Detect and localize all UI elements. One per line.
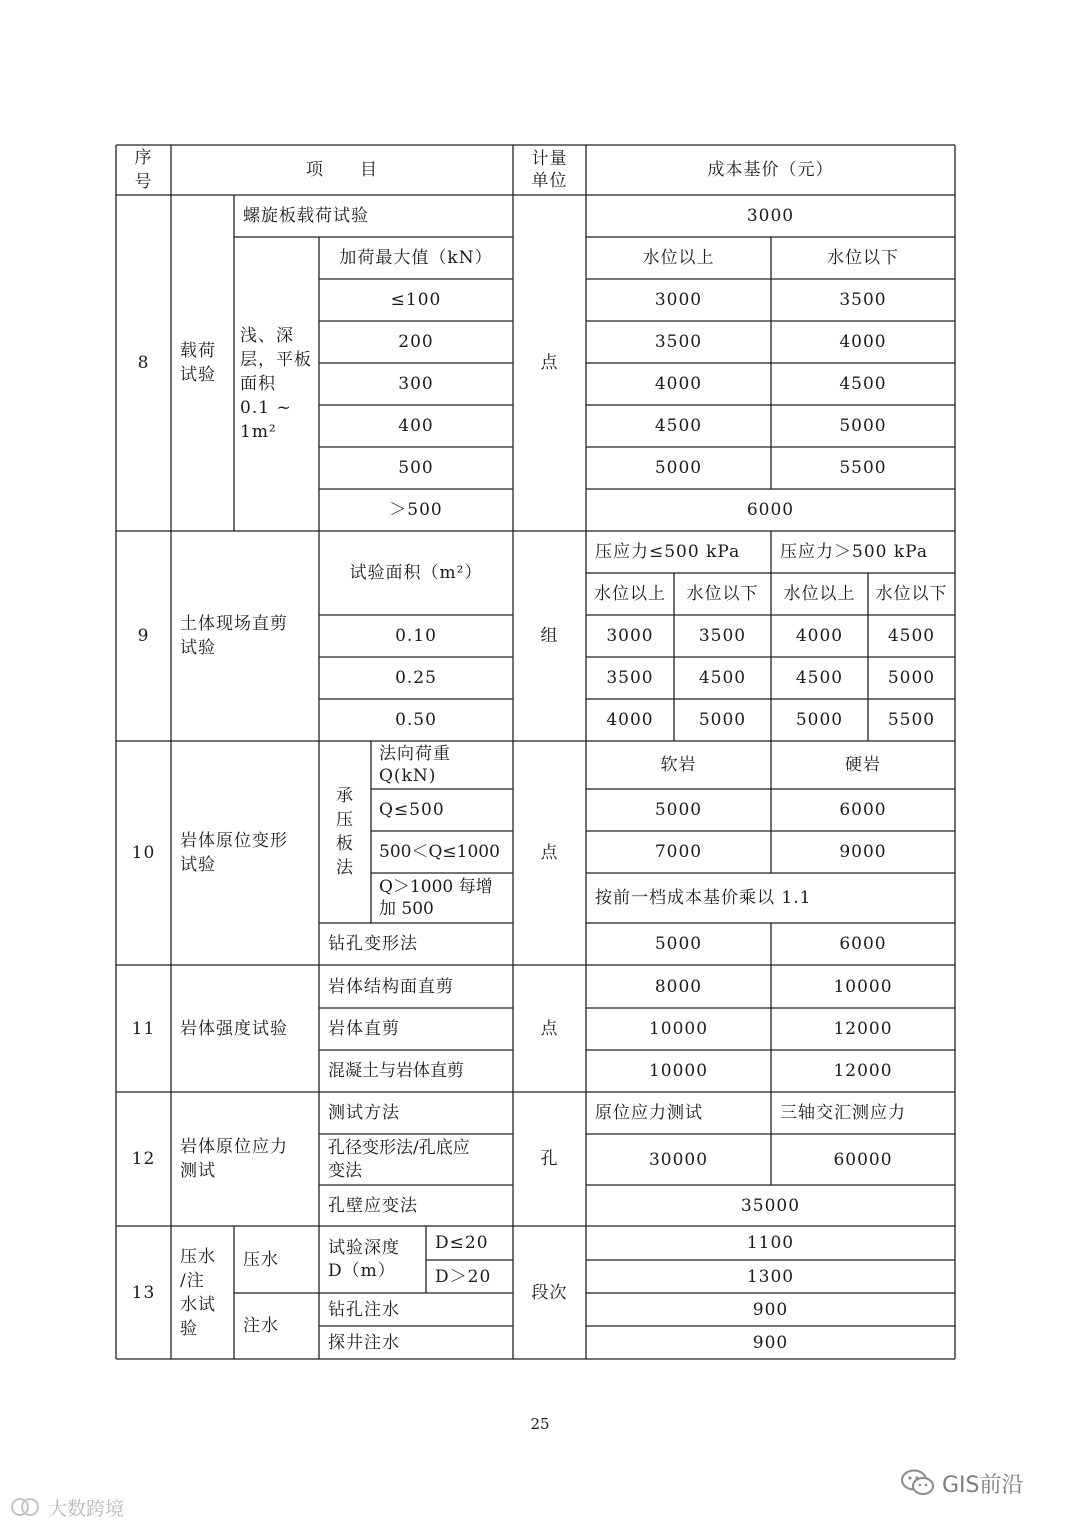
row9-price: 4000 (795, 626, 844, 646)
row11-price-a: 8000 (654, 976, 703, 997)
row8-below-price: 5500 (839, 458, 887, 478)
row9-price: 3500 (606, 668, 654, 688)
row8-above-price: 5000 (654, 458, 703, 478)
row10-soft-header: 软岩 (660, 755, 697, 775)
row10-soft-price: 7000 (654, 842, 703, 862)
row12-number: 12 (131, 1149, 156, 1169)
row10-hard-price: 6000 (839, 800, 887, 820)
row10-unit: 点 (540, 843, 559, 863)
row11-unit: 点 (540, 1018, 559, 1039)
header-seq: 序 号 (134, 148, 153, 192)
row12-name: 岩体原位应力 测试 (180, 1137, 288, 1181)
row9-price: 3000 (606, 626, 654, 646)
row11-price-b: 12000 (833, 1019, 893, 1039)
row13-d2-price: 1300 (746, 1266, 795, 1287)
row13-name: 压水 /注 水试 验 (180, 1246, 216, 1339)
row11-price-b: 12000 (833, 1061, 893, 1081)
row8-over-price: 6000 (746, 500, 795, 520)
row9-above-header: 水位以上 (783, 584, 856, 604)
row10-drill-soft: 5000 (654, 934, 703, 954)
row10-q-range: Q≤500 (379, 800, 445, 820)
row9-below-header: 水位以下 (875, 584, 948, 604)
row8-sub-condition: 浅、深 层，平板 面积 0.1 ~ 1m² (240, 326, 312, 442)
row8-below-price: 4000 (839, 332, 887, 352)
row9-price: 3500 (698, 626, 747, 646)
row8-load-header: 加荷最大值（kN） (339, 248, 493, 268)
row13-inject-label: 注水 (243, 1316, 279, 1336)
row11-label: 混凝土与岩体直剪 (328, 1061, 464, 1081)
row12-col1-header: 原位应力测试 (595, 1103, 703, 1123)
row8-above-price: 3000 (654, 290, 703, 310)
row9-unit: 组 (540, 626, 559, 646)
row8-below-price: 5000 (839, 416, 887, 436)
row10-name: 岩体原位变形 试验 (180, 831, 288, 875)
row8-over-label: ＞500 (389, 500, 443, 520)
row9-below-header: 水位以下 (686, 584, 759, 604)
row8-load: 400 (398, 416, 434, 436)
row8-above-price: 3500 (654, 332, 703, 352)
row9-price: 4500 (698, 668, 747, 688)
brand-logo-icon (8, 1495, 42, 1519)
row10-q-range: 500＜Q≤1000 (379, 842, 500, 862)
row8-above-header: 水位以上 (642, 248, 715, 268)
row10-q-over-note: 按前一档成本基价乘以 1.1 (595, 888, 812, 908)
row10-q-header: 法向荷重 Q(kN) (379, 744, 451, 786)
row9-price: 5500 (887, 710, 936, 730)
row8-below-price: 4500 (839, 374, 887, 394)
row8-load: 200 (398, 332, 434, 352)
row9-area: 0.50 (395, 710, 437, 730)
row13-d2-label: D＞20 (435, 1266, 492, 1287)
row13-unit: 段次 (531, 1282, 568, 1303)
row8-spiral-price: 3000 (746, 206, 795, 226)
row9-area: 0.25 (395, 668, 437, 688)
header-price: 成本基价（元） (707, 160, 834, 180)
row11-price-a: 10000 (648, 1061, 709, 1081)
row8-name: 载荷 试验 (180, 341, 216, 385)
row11-price-b: 10000 (833, 976, 893, 997)
row9-area: 0.10 (395, 626, 437, 646)
page-number: 25 (530, 1415, 550, 1433)
row10-hard-header: 硬岩 (845, 755, 881, 775)
row12-unit: 孔 (540, 1149, 559, 1169)
row13-number: 13 (131, 1282, 156, 1303)
row13-press-label: 压水 (243, 1249, 279, 1270)
row10-q-over: Q＞1000 每增 加 500 (379, 877, 493, 919)
row12-row1-label: 孔径变形法/孔底应 变法 (328, 1137, 470, 1181)
row9-name: 土体现场直剪 试验 (180, 614, 288, 658)
row8-load: 500 (398, 458, 434, 478)
row9-price: 5000 (887, 668, 936, 688)
header-item: 项 目 (306, 160, 378, 180)
row8-spiral-label: 螺旋板载荷试验 (243, 206, 369, 226)
row9-price: 4500 (795, 668, 844, 688)
row9-pressure-high: 压应力＞500 kPa (780, 542, 928, 562)
row13-i1-price: 900 (752, 1299, 789, 1320)
row12-method-label: 测试方法 (328, 1103, 400, 1123)
row8-above-price: 4000 (654, 374, 703, 394)
row9-number: 9 (137, 626, 150, 646)
row8-load: ≤100 (390, 290, 442, 310)
row13-i2-label: 探井注水 (328, 1332, 400, 1353)
row10-method: 承 压 板 法 (336, 786, 354, 878)
row11-number: 11 (131, 1018, 156, 1039)
row8-number: 8 (137, 353, 150, 373)
row10-soft-price: 5000 (654, 800, 703, 820)
row10-number: 10 (131, 843, 156, 863)
row9-area-header: 试验面积（m²） (349, 563, 483, 583)
row8-unit: 点 (540, 353, 559, 373)
row12-row1-price-b: 60000 (833, 1149, 893, 1170)
row8-below-price: 3500 (839, 290, 887, 310)
row12-row1-price-a: 30000 (648, 1149, 709, 1170)
row10-drill-hard: 6000 (839, 934, 887, 954)
row8-above-price: 4500 (654, 416, 703, 436)
row10-drill-label: 钻孔变形法 (328, 934, 418, 954)
watermark-brand-text: 大数跨境 (48, 1497, 125, 1520)
row13-i1-label: 钻孔注水 (328, 1299, 400, 1320)
row12-col2-header: 三轴交汇测应力 (780, 1103, 906, 1123)
row11-price-a: 10000 (648, 1019, 709, 1039)
wechat-icon (900, 1468, 936, 1498)
row9-price: 5000 (698, 710, 747, 730)
row9-above-header: 水位以上 (594, 584, 666, 604)
row13-depth-label: 试验深度 D（m） (328, 1237, 400, 1281)
row9-price: 5000 (795, 710, 844, 730)
row11-label: 岩体结构面直剪 (328, 976, 454, 997)
row9-price: 4000 (606, 710, 654, 730)
row8-load: 300 (398, 374, 434, 394)
row13-i2-price: 900 (752, 1332, 789, 1353)
watermark-gis-text: GIS前沿 (942, 1472, 1024, 1498)
row8-below-header: 水位以下 (827, 248, 899, 268)
row11-name: 岩体强度试验 (180, 1018, 288, 1039)
watermark-gis (900, 1463, 1024, 1503)
row12-row2-price: 35000 (740, 1195, 801, 1216)
row12-row2-label: 孔壁应变法 (328, 1195, 418, 1216)
row10-hard-price: 9000 (839, 842, 887, 862)
row9-price: 4500 (887, 626, 936, 646)
row13-d1-label: D≤20 (435, 1233, 489, 1253)
header-unit: 计量 单位 (531, 149, 568, 191)
row11-label: 岩体直剪 (328, 1019, 400, 1039)
watermark-brand (8, 1492, 124, 1522)
row13-d1-price: 1100 (746, 1233, 795, 1253)
row9-pressure-low: 压应力≤500 kPa (595, 542, 741, 562)
